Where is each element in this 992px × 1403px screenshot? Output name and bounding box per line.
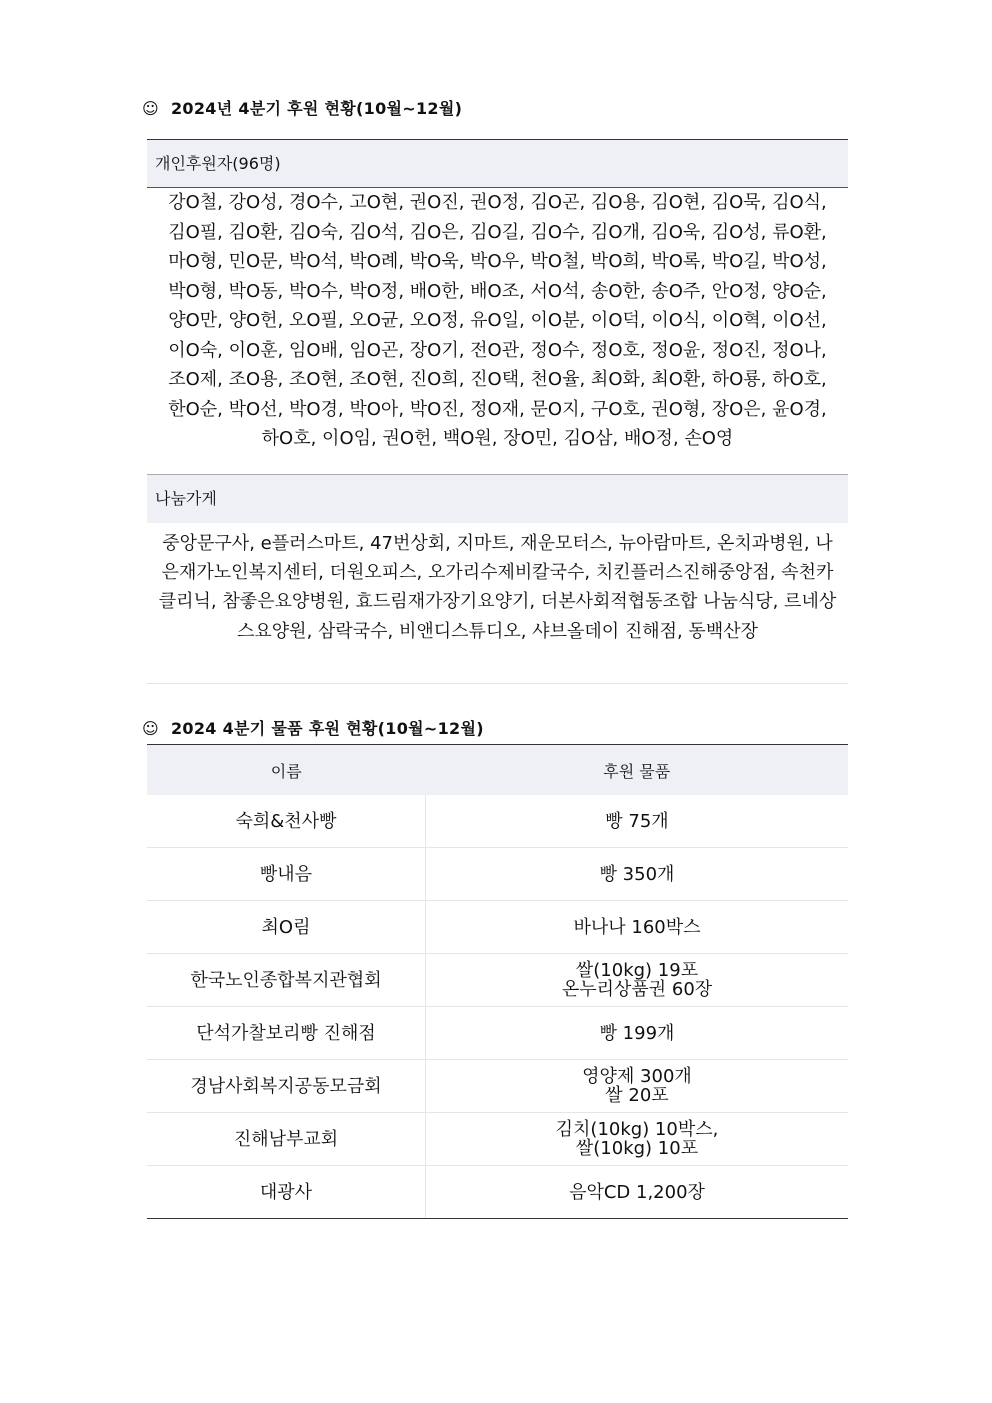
table-row [147, 1113, 848, 1166]
smile-icon: ☺ [142, 99, 159, 118]
table-row [147, 848, 848, 901]
donor-name: 숙희&천사빵 [147, 795, 426, 848]
section-title-goods-donation [142, 716, 484, 739]
item-line: 온누리상품권 60장 [561, 979, 713, 1000]
item-line: 쌀 20포 [605, 1085, 669, 1106]
donor-name: 대광사 [147, 1166, 426, 1219]
donor-name: 단석가찰보리빵 진해점 [147, 1007, 426, 1060]
individual-donors-header: 개인후원자(96명) [147, 140, 848, 188]
donated-items [426, 795, 849, 848]
item-line: 바나나 160박스 [573, 916, 701, 938]
table-row [147, 1007, 848, 1060]
donated-items [426, 1060, 849, 1113]
donor-name: 빵내음 [147, 848, 426, 901]
donor-name: 진해남부교회 [147, 1113, 426, 1166]
section-title-text: 2024년 4분기 후원 현황(10월~12월) [170, 99, 463, 118]
donated-items [426, 1007, 849, 1060]
table-row [147, 1166, 848, 1219]
table-row [147, 795, 848, 848]
donated-items [426, 901, 849, 954]
table-row [147, 901, 848, 954]
section-title-text: 2024 4분기 물품 후원 현황(10월~12월) [170, 719, 484, 738]
donation-status-table [147, 139, 848, 684]
item-line: 김치(10kg) 10박스, [555, 1119, 719, 1140]
section-title-monthly-donation [142, 96, 462, 119]
individual-donors-list: 강O철, 강O성, 경O수, 고O현, 권O진, 권O정, 김O곤, 김O용, 김O현, 김O묵, 김O식, 김O필, 김O환, 김O숙, 김O석, 김O은, 김O길, 김O수, 김O개, 김O욱, 김O성, 류O환, 마O형, 민O문, 박O석, 박O례, 박O욱, 박O우, 박O철, 박O희, 박O록, 박O길, 박O성, 박O형, 박O동, 박O수, 박O정, 배O한, 배O조, 서O석, 송O한, 송O주, 안O정, 양O순, 양O만, 양O헌, 오O필, 오O균, 오O정, 유O일, 이O분, 이O덕, 이O식, 이O혁, 이O선, 이O숙, 이O훈, 임O배, 임O곤, 장O기, 전O관, 정O수, 정O호, 정O윤, 정O진, 정O나, 조O제, 조O용, 조O현, 조O현, 진O희, 진O택, 천O율, 최O화, 최O환, 하O룡, 하O호, 한O순, 박O선, 박O경, 박O아, 박O진, 정O재, 문O지, 구O호, 권O형, 장O은, 윤O경, 하O호, 이O임, 권O헌, 백O원, 장O민, 김O삼, 배O정, 손O영 [147, 188, 848, 475]
item-line: 음악CD 1,200장 [569, 1181, 705, 1203]
table-row [147, 954, 848, 1007]
column-header-items: 후원 물품 [426, 745, 849, 796]
goods-donation-table [147, 744, 848, 1219]
item-line: 빵 75개 [605, 810, 669, 832]
donated-items [426, 954, 849, 1007]
table-header-row [147, 745, 848, 796]
sharing-stores-header: 나눔가게 [147, 475, 848, 523]
donor-name: 경남사회복지공동모금회 [147, 1060, 426, 1113]
column-header-name: 이름 [147, 745, 426, 796]
smile-icon: ☺ [142, 719, 159, 738]
item-line: 빵 350개 [599, 863, 675, 885]
donor-name: 한국노인종합복지관협회 [147, 954, 426, 1007]
item-line: 쌀(10kg) 19포 [575, 960, 699, 981]
table-row [147, 1060, 848, 1113]
donor-name: 최O림 [147, 901, 426, 954]
item-line: 빵 199개 [599, 1022, 675, 1044]
item-line: 영양제 300개 [582, 1066, 692, 1087]
sharing-stores-list: 중앙문구사, e플러스마트, 47번상회, 지마트, 재운모터스, 뉴아람마트, 온치과병원, 나은재가노인복지센터, 더원오피스, 오가리수제비칼국수, 치킨플러스진해중앙점, 속천카클리닉, 참좋은요양병원, 효드림재가장기요양기, 더본사회적협동조합 나눔식당, 르네상스요양원, 삼락국수, 비앤디스튜디오, 샤브올데이 진해점, 동백산장 [147, 523, 848, 684]
item-line: 쌀(10kg) 10포 [575, 1138, 699, 1159]
donated-items [426, 1113, 849, 1166]
donated-items [426, 848, 849, 901]
donated-items [426, 1166, 849, 1219]
